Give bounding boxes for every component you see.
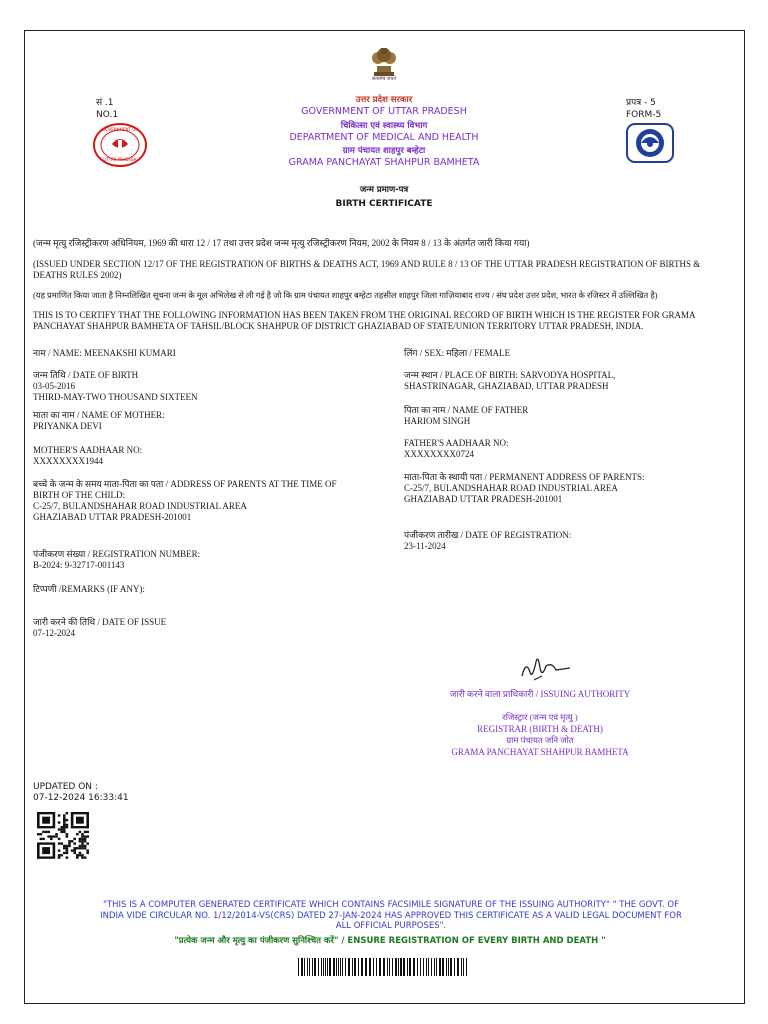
uttar-pradesh-seal-icon — [92, 122, 148, 168]
updated-on — [33, 782, 129, 804]
certify-hindi: (यह प्रमाणित किया जाता है निम्नलिखित सूचना जन्म के मूल अभिलेख से ली गई है जो कि ग्राम पंचायत शाहपुर बम्हेटा तहसील शाहपुर जिला गाज़ियाबाद राज्य / संघ प्रदेश उत्तर प्रदेश, भारत के रजिस्टर में उल्लिखित है) — [33, 291, 658, 300]
form-number — [626, 97, 661, 121]
govt-english: GOVERNMENT OF UTTAR PRADESH — [301, 106, 467, 117]
ensure-registration-line: "प्रत्येक जन्म और मृत्यु का पंजीकरण सुनिश्चित करें" / ENSURE REGISTRATION OF EVERY BIRTH AND DEATH " — [174, 936, 606, 946]
field-mother-name — [33, 410, 363, 445]
field-date-of-birth — [33, 370, 363, 410]
seal-top-text: GOVERNMENT OF — [102, 127, 138, 132]
field-sex — [404, 348, 734, 370]
field-value: SHASTRINAGAR, GHAZIABAD, UTTAR PRADESH — [404, 381, 609, 391]
registrar-gp-hindi: ग्राम पंचायत जनि जोत — [506, 735, 574, 745]
field-label: माता का नाम / NAME OF MOTHER: — [33, 410, 165, 420]
field-value: BIRTH OF THE CHILD: — [33, 490, 126, 500]
updated-value: 07-12-2024 16:33:41 — [33, 793, 129, 803]
updated-label: UPDATED ON : — [33, 782, 98, 792]
issued-under-english: (ISSUED UNDER SECTION 12/17 OF THE REGISTRATION OF BIRTHS & DEATHS ACT, 1969 AND RULE 8 / 13 OF THE UTTAR PRADESH REGISTRATION OF BIRTHS & DEATHS RULES 2002) — [33, 259, 701, 280]
field-value: THIRD-MAY-TWO THOUSAND SIXTEEN — [33, 392, 198, 402]
registrar-english: REGISTRAR (BIRTH & DEATH) — [477, 723, 603, 734]
field-value: PRIYANKA DEVI — [33, 421, 102, 431]
registrar-hindi: रजिस्ट्रार (जन्म एवं मृत्यु ) — [502, 712, 578, 722]
registrar-block — [400, 712, 680, 758]
field-permanent-address — [404, 472, 734, 530]
field-date-of-registration — [404, 530, 734, 552]
field-father-aadhaar — [404, 438, 734, 472]
field-value: HARIOM SINGH — [404, 416, 471, 426]
field-value: B-2024: 9-32717-001143 — [33, 560, 125, 570]
field-label: लिंग / SEX: महिला / FEMALE — [404, 348, 511, 358]
qr-code-graphic — [37, 812, 95, 864]
field-address-at-birth — [33, 479, 363, 549]
right-fields — [404, 348, 734, 552]
field-label: FATHER'S AADHAAR NO: — [404, 438, 509, 448]
signature-image — [512, 652, 582, 684]
field-value: GHAZIABAD UTTAR PRADESH-201001 — [33, 512, 192, 522]
dept-english: DEPARTMENT OF MEDICAL AND HEALTH — [289, 132, 479, 143]
form-english: FORM-5 — [626, 110, 662, 120]
gp-hindi: ग्राम पंचायत शाहपुर बम्हेटा — [342, 146, 426, 156]
field-label: नाम / NAME: MEENAKSHI KUMARI — [33, 348, 176, 358]
footer-note: "THIS IS A COMPUTER GENERATED CERTIFICATE WHICH CONTAINS FACSIMILE SIGNATURE OF THE ISSUING AUTHORITY" " THE GOVT. OF INDIA VIDE CIRCULAR NO. 1/12/2014-VS(CRS) DATED 27-JAN-2024 HAS APPROVED THIS CERTIFICATE AS A VALID LEGAL DOCUMENT FOR ALL OFFICIAL PURPOSES". — [100, 900, 682, 931]
field-name — [33, 348, 363, 370]
field-value: 07-12-2024 — [33, 628, 75, 638]
serial-hindi: सं .1 — [96, 98, 114, 108]
barcode-image — [298, 958, 470, 976]
field-label: पंजीकरण तारीख / DATE OF REGISTRATION: — [404, 530, 572, 540]
serial-english: NO.1 — [96, 110, 119, 120]
field-label: टिप्पणी /REMARKS (IF ANY): — [33, 584, 145, 594]
serial-number — [96, 97, 118, 121]
field-mother-aadhaar — [33, 445, 363, 479]
field-label: पंजीकरण संख्या / REGISTRATION NUMBER: — [33, 549, 201, 559]
field-label: जारी करने की तिथि / DATE OF ISSUE — [33, 617, 167, 627]
field-value: XXXXXXXX1944 — [33, 456, 103, 466]
govt-hindi: उत्तर प्रदेश सरकार — [355, 95, 413, 105]
field-label: जन्म स्थान / PLACE OF BIRTH: SARVODYA HOSPITAL, — [404, 370, 616, 380]
field-value: 03-05-2016 — [33, 381, 75, 391]
header-block — [234, 95, 534, 169]
field-place-of-birth — [404, 370, 734, 405]
field-value: C-25/7, BULANDSHAHAR ROAD INDUSTRIAL AREA — [33, 501, 247, 511]
crs-logo-icon — [626, 123, 674, 163]
field-label: MOTHER'S AADHAAR NO: — [33, 445, 143, 455]
left-fields — [33, 348, 363, 639]
field-label: पिता का नाम / NAME OF FATHER — [404, 405, 529, 415]
certificate-title — [234, 184, 534, 212]
field-registration-number — [33, 549, 363, 584]
field-value: 23-11-2024 — [404, 541, 446, 551]
field-father-name — [404, 405, 734, 438]
emblem-motto: सत्यमेव जयते — [371, 77, 397, 82]
field-label: बच्चे के जन्म के समय माता-पिता का पता / ADDRESS OF PARENTS AT THE TIME OF — [33, 479, 337, 489]
field-value: XXXXXXXX0724 — [404, 449, 474, 459]
form-hindi: प्रपत्र - 5 — [626, 98, 656, 108]
barcode-graphic — [298, 958, 470, 976]
dept-hindi: चिकित्सा एवं स्वास्थ्य विभाग — [340, 121, 428, 131]
seal-bottom-text: UTTAR PRADESH — [103, 157, 137, 162]
gp-english: GRAMA PANCHAYAT SHAHPUR BAMHETA — [288, 157, 480, 168]
field-remarks — [33, 584, 363, 617]
field-value: GHAZIABAD UTTAR PRADESH-201001 — [404, 494, 563, 504]
field-label: माता-पिता के स्थायी पता / PERMANENT ADDRESS OF PARENTS: — [404, 472, 645, 482]
qr-code-image — [37, 812, 95, 864]
field-date-of-issue — [33, 617, 363, 639]
issuing-authority: जारी करने वाला प्राधिकारी / ISSUING AUTHORITY — [449, 689, 631, 699]
title-english: BIRTH CERTIFICATE — [335, 199, 433, 209]
certify-english: THIS IS TO CERTIFY THAT THE FOLLOWING INFORMATION HAS BEEN TAKEN FROM THE ORIGINAL RECORD OF BIRTH WHICH IS THE REGISTER FOR GRAMA PANCHAYAT SHAHPUR BAMHETA OF TAHSIL/BLOCK SHAHPUR OF DISTRICT GHAZIABAD OF STATE/UNION TERRITORY UTTAR PRADESH, INDIA. — [33, 310, 696, 331]
registrar-gp-english: GRAMA PANCHAYAT SHAHPUR BAMHETA — [451, 746, 629, 757]
title-hindi: जन्म प्रमाण-पत्र — [359, 185, 409, 195]
issued-under-hindi: (जन्म मृत्यु रजिस्ट्रीकरण अधिनियम, 1969 की धारा 12 / 17 तथा उत्तर प्रदेश जन्म मृत्यु रजिस्ट्रीकरण नियम, 2002 के नियम 8 / 13 के अंतर्गत जारी किया गया) — [33, 238, 530, 248]
field-label: जन्म तिथि / DATE OF BIRTH — [33, 370, 139, 380]
field-value: C-25/7, BULANDSHAHAR ROAD INDUSTRIAL AREA — [404, 483, 618, 493]
